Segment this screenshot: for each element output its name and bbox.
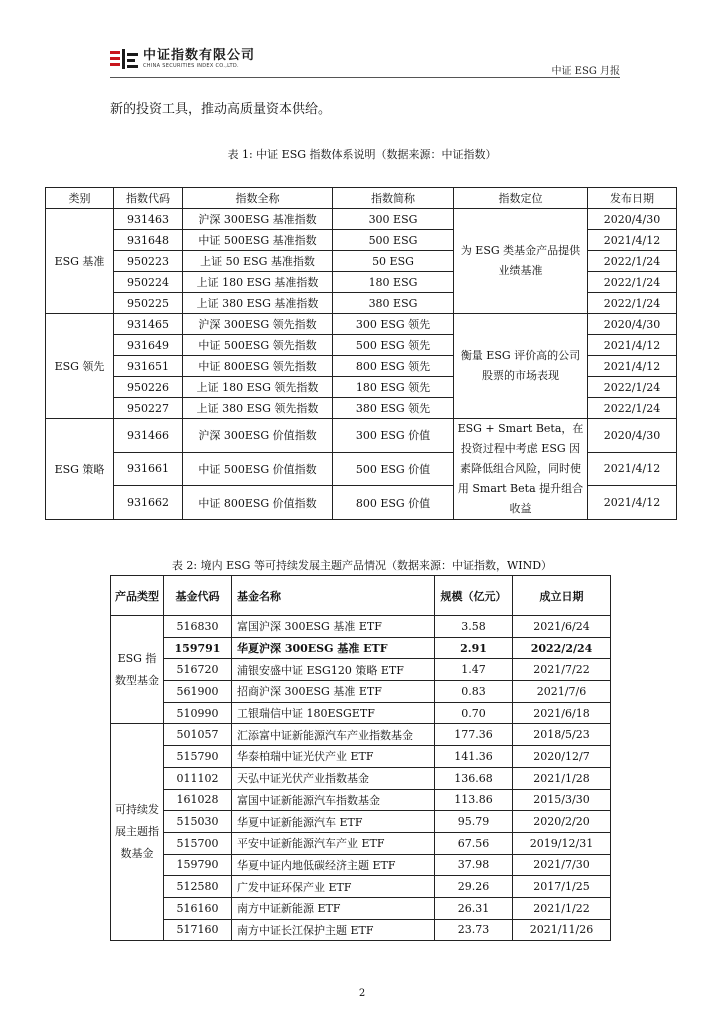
fund-code: 515030 (164, 811, 232, 833)
fund-code: 561900 (164, 681, 232, 703)
index-short-name: 180 ESG (333, 272, 454, 293)
fund-code: 510990 (164, 702, 232, 724)
release-date: 2020/4/30 (588, 419, 677, 453)
inception-date: 2015/3/30 (513, 789, 611, 811)
index-short-name: 50 ESG (333, 251, 454, 272)
fund-size: 1.47 (435, 659, 513, 681)
fund-name: 平安中证新能源汽车产业 ETF (232, 832, 435, 854)
inception-date: 2020/2/20 (513, 811, 611, 833)
inception-date: 2017/1/25 (513, 876, 611, 898)
fund-name: 浦银安盛中证 ESG120 策略 ETF (232, 659, 435, 681)
release-date: 2020/4/30 (588, 209, 677, 230)
index-code: 950224 (114, 272, 183, 293)
category-cell: ESG 策略 (46, 419, 114, 520)
inception-date: 2021/1/28 (513, 767, 611, 789)
index-code: 931661 (114, 452, 183, 486)
header-divider (110, 77, 620, 78)
table-row-highlighted (111, 637, 611, 659)
fund-code: 159791 (164, 637, 232, 659)
inception-date: 2018/5/23 (513, 724, 611, 746)
table2-caption: 表 2: 境内 ESG 等可持续发展主题产品情况（数据来源：中证指数，WIND） (171, 559, 553, 572)
table-row (111, 746, 611, 768)
table1-header-positioning: 指数定位 (454, 188, 588, 209)
release-date: 2022/1/24 (588, 272, 677, 293)
table2-header-size: 规模（亿元） (435, 576, 513, 616)
table-row (111, 767, 611, 789)
index-code: 931463 (114, 209, 183, 230)
table-row (111, 897, 611, 919)
table-row (111, 659, 611, 681)
fund-code: 159790 (164, 854, 232, 876)
index-full-name: 上证 380 ESG 领先指数 (183, 398, 333, 419)
table-row (46, 209, 677, 230)
fund-name: 招商沪深 300ESG 基准 ETF (232, 681, 435, 703)
table1-header-code: 指数代码 (114, 188, 183, 209)
fund-name: 天弘中证光伏产业指数基金 (232, 767, 435, 789)
index-full-name: 中证 500ESG 领先指数 (183, 335, 333, 356)
fund-size: 136.68 (435, 767, 513, 789)
table-row (111, 724, 611, 746)
index-full-name: 中证 500ESG 价值指数 (183, 452, 333, 486)
fund-name: 华泰柏瑞中证光伏产业 ETF (232, 746, 435, 768)
index-full-name: 中证 800ESG 领先指数 (183, 356, 333, 377)
table2-header-row (111, 576, 611, 616)
table1-header-short-name: 指数简称 (333, 188, 454, 209)
fund-name: 广发中证环保产业 ETF (232, 876, 435, 898)
release-date: 2022/1/24 (588, 293, 677, 314)
index-full-name: 上证 180 ESG 领先指数 (183, 377, 333, 398)
index-full-name: 上证 180 ESG 基准指数 (183, 272, 333, 293)
index-code: 931649 (114, 335, 183, 356)
index-full-name: 中证 500ESG 基准指数 (183, 230, 333, 251)
fund-code: 011102 (164, 767, 232, 789)
inception-date: 2021/6/18 (513, 702, 611, 724)
table2-header-date: 成立日期 (513, 576, 611, 616)
report-title: 中证 ESG 月报 (551, 66, 620, 77)
index-code: 931465 (114, 314, 183, 335)
release-date: 2021/4/12 (588, 452, 677, 486)
fund-size: 141.36 (435, 746, 513, 768)
fund-size: 0.83 (435, 681, 513, 703)
table2-header-type: 产品类型 (111, 576, 164, 616)
release-date: 2021/4/12 (588, 335, 677, 356)
index-short-name: 300 ESG 价值 (333, 419, 454, 453)
index-code: 931466 (114, 419, 183, 453)
table-row (111, 854, 611, 876)
index-short-name: 500 ESG 价值 (333, 452, 454, 486)
fund-name: 华夏中证新能源汽车 ETF (232, 811, 435, 833)
fund-size: 95.79 (435, 811, 513, 833)
release-date: 2021/4/12 (588, 486, 677, 520)
table-row (46, 314, 677, 335)
product-type-cell: ESG 指数型基金 (111, 616, 164, 724)
index-short-name: 300 ESG (333, 209, 454, 230)
fund-size: 37.98 (435, 854, 513, 876)
inception-date: 2020/12/7 (513, 746, 611, 768)
table-row (111, 811, 611, 833)
fund-name: 华夏中证内地低碳经济主题 ETF (232, 854, 435, 876)
table-row (111, 681, 611, 703)
table1-header-date: 发布日期 (588, 188, 677, 209)
table-row (111, 702, 611, 724)
table2-header-name: 基金名称 (232, 576, 435, 616)
fund-code: 501057 (164, 724, 232, 746)
fund-name: 南方中证新能源 ETF (232, 897, 435, 919)
table-row (111, 832, 611, 854)
positioning-cell: 衡量 ESG 评价高的公司股票的市场表现 (454, 314, 588, 419)
index-code: 950226 (114, 377, 183, 398)
release-date: 2021/4/12 (588, 230, 677, 251)
fund-code: 515700 (164, 832, 232, 854)
index-short-name: 800 ESG 价值 (333, 486, 454, 520)
fund-size: 29.26 (435, 876, 513, 898)
category-cell: ESG 领先 (46, 314, 114, 419)
index-code: 950227 (114, 398, 183, 419)
fund-code: 515790 (164, 746, 232, 768)
release-date: 2021/4/12 (588, 356, 677, 377)
release-date: 2020/4/30 (588, 314, 677, 335)
fund-name: 富国中证新能源汽车指数基金 (232, 789, 435, 811)
table-row (46, 419, 677, 453)
fund-code: 516160 (164, 897, 232, 919)
index-full-name: 沪深 300ESG 基准指数 (183, 209, 333, 230)
fund-name: 富国沪深 300ESG 基准 ETF (232, 616, 435, 638)
fund-size: 3.58 (435, 616, 513, 638)
release-date: 2022/1/24 (588, 251, 677, 272)
fund-code: 512580 (164, 876, 232, 898)
sustainable-products-table (110, 575, 611, 941)
inception-date: 2022/2/24 (513, 637, 611, 659)
index-full-name: 上证 380 ESG 基准指数 (183, 293, 333, 314)
logo-english-name: CHINA SECURITIES INDEX CO.,LTD. (143, 63, 239, 69)
index-full-name: 沪深 300ESG 价值指数 (183, 419, 333, 453)
intro-paragraph: 新的投资工具，推动高质量资本供给。 (110, 102, 332, 117)
index-code: 931648 (114, 230, 183, 251)
index-full-name: 中证 800ESG 价值指数 (183, 486, 333, 520)
index-short-name: 380 ESG 领先 (333, 398, 454, 419)
fund-size: 23.73 (435, 919, 513, 941)
table1-caption: 表 1: 中证 ESG 指数体系说明（数据来源：中证指数） (227, 148, 497, 161)
table1-header-full-name: 指数全称 (183, 188, 333, 209)
fund-name: 工银瑞信中证 180ESGETF (232, 702, 435, 724)
index-code: 950223 (114, 251, 183, 272)
fund-code: 161028 (164, 789, 232, 811)
esg-index-system-table (45, 187, 677, 520)
positioning-cell: 为 ESG 类基金产品提供业绩基准 (454, 209, 588, 314)
index-short-name: 380 ESG (333, 293, 454, 314)
inception-date: 2021/7/30 (513, 854, 611, 876)
page-header (110, 45, 620, 79)
inception-date: 2019/12/31 (513, 832, 611, 854)
fund-name: 南方中证长江保护主题 ETF (232, 919, 435, 941)
index-full-name: 沪深 300ESG 领先指数 (183, 314, 333, 335)
product-type-cell: 可持续发展主题指数基金 (111, 724, 164, 941)
inception-date: 2021/1/22 (513, 897, 611, 919)
release-date: 2022/1/24 (588, 377, 677, 398)
index-code: 931662 (114, 486, 183, 520)
csi-logo-icon (110, 49, 138, 71)
fund-size: 0.70 (435, 702, 513, 724)
index-short-name: 180 ESG 领先 (333, 377, 454, 398)
inception-date: 2021/7/22 (513, 659, 611, 681)
release-date: 2022/1/24 (588, 398, 677, 419)
fund-size: 113.86 (435, 789, 513, 811)
fund-size: 2.91 (435, 637, 513, 659)
category-cell: ESG 基准 (46, 209, 114, 314)
logo-chinese-name: 中证指数有限公司 (143, 48, 256, 63)
table1-header-row (46, 188, 677, 209)
table-row (111, 789, 611, 811)
fund-code: 516720 (164, 659, 232, 681)
inception-date: 2021/6/24 (513, 616, 611, 638)
fund-name: 汇添富中证新能源汽车产业指数基金 (232, 724, 435, 746)
table-row (111, 876, 611, 898)
table2-header-code: 基金代码 (164, 576, 232, 616)
index-short-name: 800 ESG 领先 (333, 356, 454, 377)
fund-code: 517160 (164, 919, 232, 941)
index-full-name: 上证 50 ESG 基准指数 (183, 251, 333, 272)
index-short-name: 500 ESG 领先 (333, 335, 454, 356)
fund-size: 67.56 (435, 832, 513, 854)
index-code: 950225 (114, 293, 183, 314)
index-code: 931651 (114, 356, 183, 377)
inception-date: 2021/11/26 (513, 919, 611, 941)
positioning-cell: ESG + Smart Beta，在投资过程中考虑 ESG 因素降低组合风险，同时使用 Smart Beta 提升组合收益 (454, 419, 588, 520)
fund-size: 177.36 (435, 724, 513, 746)
table1-header-category: 类别 (46, 188, 114, 209)
index-short-name: 300 ESG 领先 (333, 314, 454, 335)
index-short-name: 500 ESG (333, 230, 454, 251)
table-row (111, 919, 611, 941)
page-number: 2 (358, 988, 366, 999)
fund-name: 华夏沪深 300ESG 基准 ETF (232, 637, 435, 659)
fund-code: 516830 (164, 616, 232, 638)
fund-size: 26.31 (435, 897, 513, 919)
company-logo (110, 49, 255, 71)
table-row (111, 616, 611, 638)
inception-date: 2021/7/6 (513, 681, 611, 703)
